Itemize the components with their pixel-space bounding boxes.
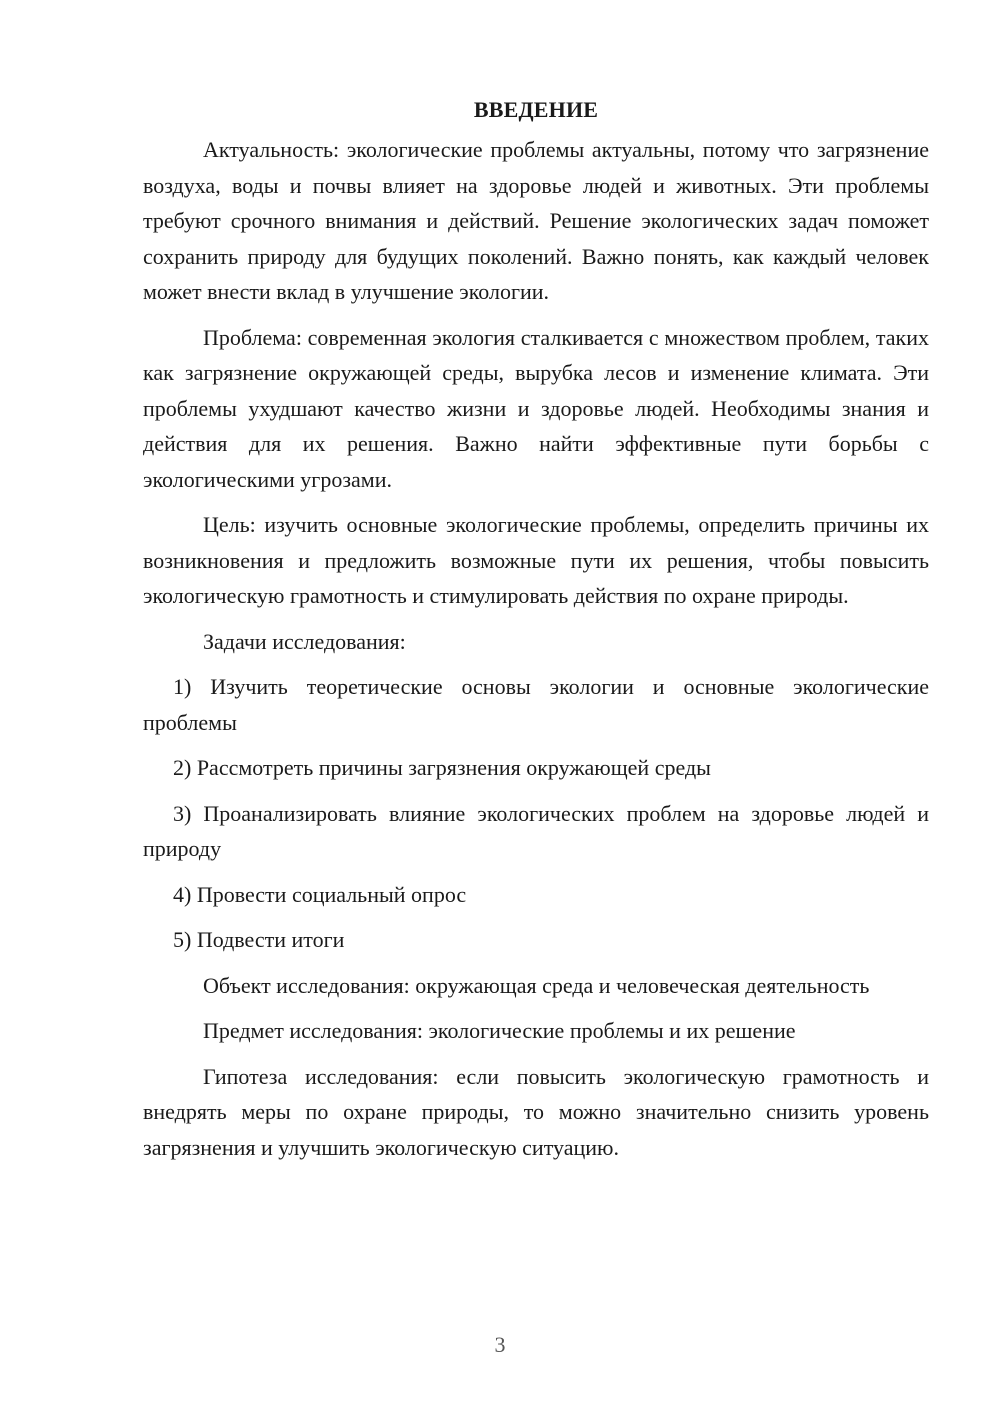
paragraph-goal: Цель: изучить основные экологические проблемы, определить причины их возникновения и предложить возможные пути их решения, чтобы повысить экологическую грамотность и стимулировать действия по охране природы. — [143, 512, 929, 608]
tasks-list — [143, 669, 929, 958]
paragraph-tasks-title: Задачи исследования: — [203, 628, 406, 654]
paragraph-subject: Предмет исследования: экологические проблемы и их решение — [203, 1018, 796, 1043]
list-item: 4) Провести социальный опрос — [173, 881, 467, 907]
list-item: 1) Изучить теоретические основы экологии и основные экологические проблемы — [143, 674, 929, 735]
paragraph-relevance: Актуальность: экологические проблемы актуальны, потому что загрязнение воздуха, воды и почвы влияет на здоровье людей и животных. Эти проблемы требуют срочного внимания и действий. Решение экологических задач поможет сохранить природу для будущих поколений. Важно понять, как каждый человек может внести вклад в улучшение экологии. — [143, 137, 929, 304]
list-item: 2) Рассмотреть причины загрязнения окружающей среды — [173, 755, 711, 780]
paragraph-problem: Проблема: современная экология сталкивается с множеством проблем, таких как загрязнение окружающей среды, вырубка лесов и изменение климата. Эти проблемы ухудшают качество жизни и здоровье людей. Необходимы знания и действия для их решения. Важно найти эффективные пути борьбы с экологическими угрозами. — [143, 324, 929, 492]
page-number: 3 — [494, 1332, 506, 1357]
list-item: 3) Проанализировать влияние экологических проблем на здоровье людей и природу — [143, 800, 929, 861]
page-content — [143, 92, 929, 1175]
paragraph-hypothesis: Гипотеза исследования: если повысить экологическую грамотность и внедрять меры по охране природы, то можно значительно снизить уровень загрязнения и улучшить экологическую ситуацию. — [143, 1063, 929, 1160]
page-title: ВВЕДЕНИЕ — [473, 97, 599, 122]
paragraph-object: Объект исследования: окружающая среда и человеческая деятельность — [203, 972, 870, 998]
list-item: 5) Подвести итоги — [173, 927, 345, 952]
